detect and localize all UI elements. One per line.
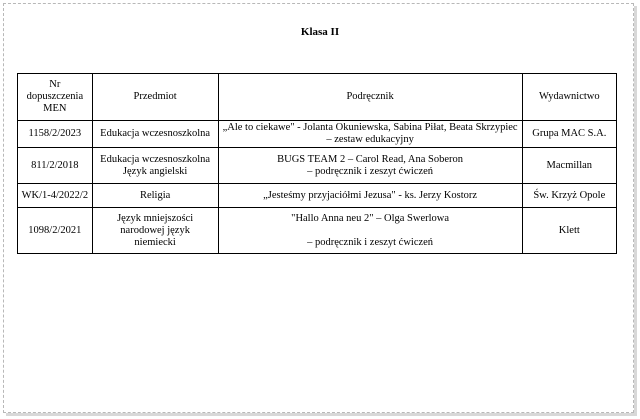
cell-nr: 1158/2/2023 bbox=[18, 121, 93, 148]
page-shadow-bottom bbox=[6, 413, 637, 416]
textbook-table bbox=[17, 73, 617, 254]
page-shadow-right bbox=[634, 6, 637, 416]
document-title: Klasa II bbox=[300, 26, 340, 38]
cell-line: „Jesteśmy przyjaciółmi Jezusa" - ks. Jerzy Kostorz bbox=[263, 189, 478, 201]
cell-wydawnictwo: Św. Krzyż Opole bbox=[522, 184, 616, 208]
cell-przedmiot bbox=[92, 184, 218, 208]
table-row bbox=[18, 184, 617, 208]
header-nr-dopuszczenia bbox=[18, 74, 93, 121]
cell-podrecznik bbox=[218, 148, 522, 184]
table-row bbox=[18, 208, 617, 254]
cell-podrecznik bbox=[218, 121, 522, 148]
cell-nr: 811/2/2018 bbox=[18, 148, 93, 184]
cell-nr: 1098/2/2021 bbox=[18, 208, 93, 254]
table-header-row bbox=[18, 74, 617, 121]
header-nr-line: Nr bbox=[49, 79, 61, 90]
cell-podrecznik bbox=[218, 208, 522, 254]
cell-wydawnictwo: Grupa MAC S.A. bbox=[522, 121, 616, 148]
cell-line: – podręcznik i zeszyt ćwiczeń bbox=[307, 236, 434, 248]
header-podrecznik: Podręcznik bbox=[218, 74, 522, 121]
cell-wydawnictwo: Macmillan bbox=[522, 148, 616, 184]
cell-podrecznik bbox=[218, 184, 522, 208]
table-row bbox=[18, 148, 617, 184]
cell-line: – zestaw edukacyjny bbox=[326, 134, 414, 145]
cell-line: BUGS TEAM 2 – Carol Read, Ana Soberon bbox=[277, 153, 464, 165]
cell-line: Język mniejszości bbox=[117, 212, 194, 224]
cell-line: "Hallo Anna neu 2" – Olga Swerlowa bbox=[291, 212, 450, 224]
cell-przedmiot bbox=[92, 121, 218, 148]
table-row bbox=[18, 121, 617, 148]
cell-line: Język angielski bbox=[122, 165, 188, 177]
cell-line: Religia bbox=[139, 189, 171, 201]
cell-przedmiot bbox=[92, 148, 218, 184]
cell-line: – podręcznik i zeszyt ćwiczeń bbox=[307, 165, 434, 177]
cell-line: „Ale to ciekawe" - Jolanta Okuniewska, Sabina Piłat, Beata Skrzypiec bbox=[222, 122, 518, 133]
cell-line: niemiecki bbox=[134, 236, 176, 248]
cell-line-gap bbox=[220, 225, 521, 237]
cell-line: narodowej język bbox=[120, 224, 190, 236]
header-wydawnictwo: Wydawnictwo bbox=[522, 74, 616, 121]
cell-line: Edukacja wczesnoszkolna bbox=[100, 153, 211, 165]
cell-wydawnictwo: Klett bbox=[522, 208, 616, 254]
cell-line: Edukacja wczesnoszkolna bbox=[100, 128, 211, 139]
cell-nr: WK/1-4/2022/2 bbox=[18, 184, 93, 208]
cell-przedmiot bbox=[92, 208, 218, 254]
header-przedmiot: Przedmiot bbox=[92, 74, 218, 121]
header-nr-line: MEN bbox=[43, 103, 67, 114]
header-nr-line: dopuszczenia bbox=[26, 91, 84, 102]
